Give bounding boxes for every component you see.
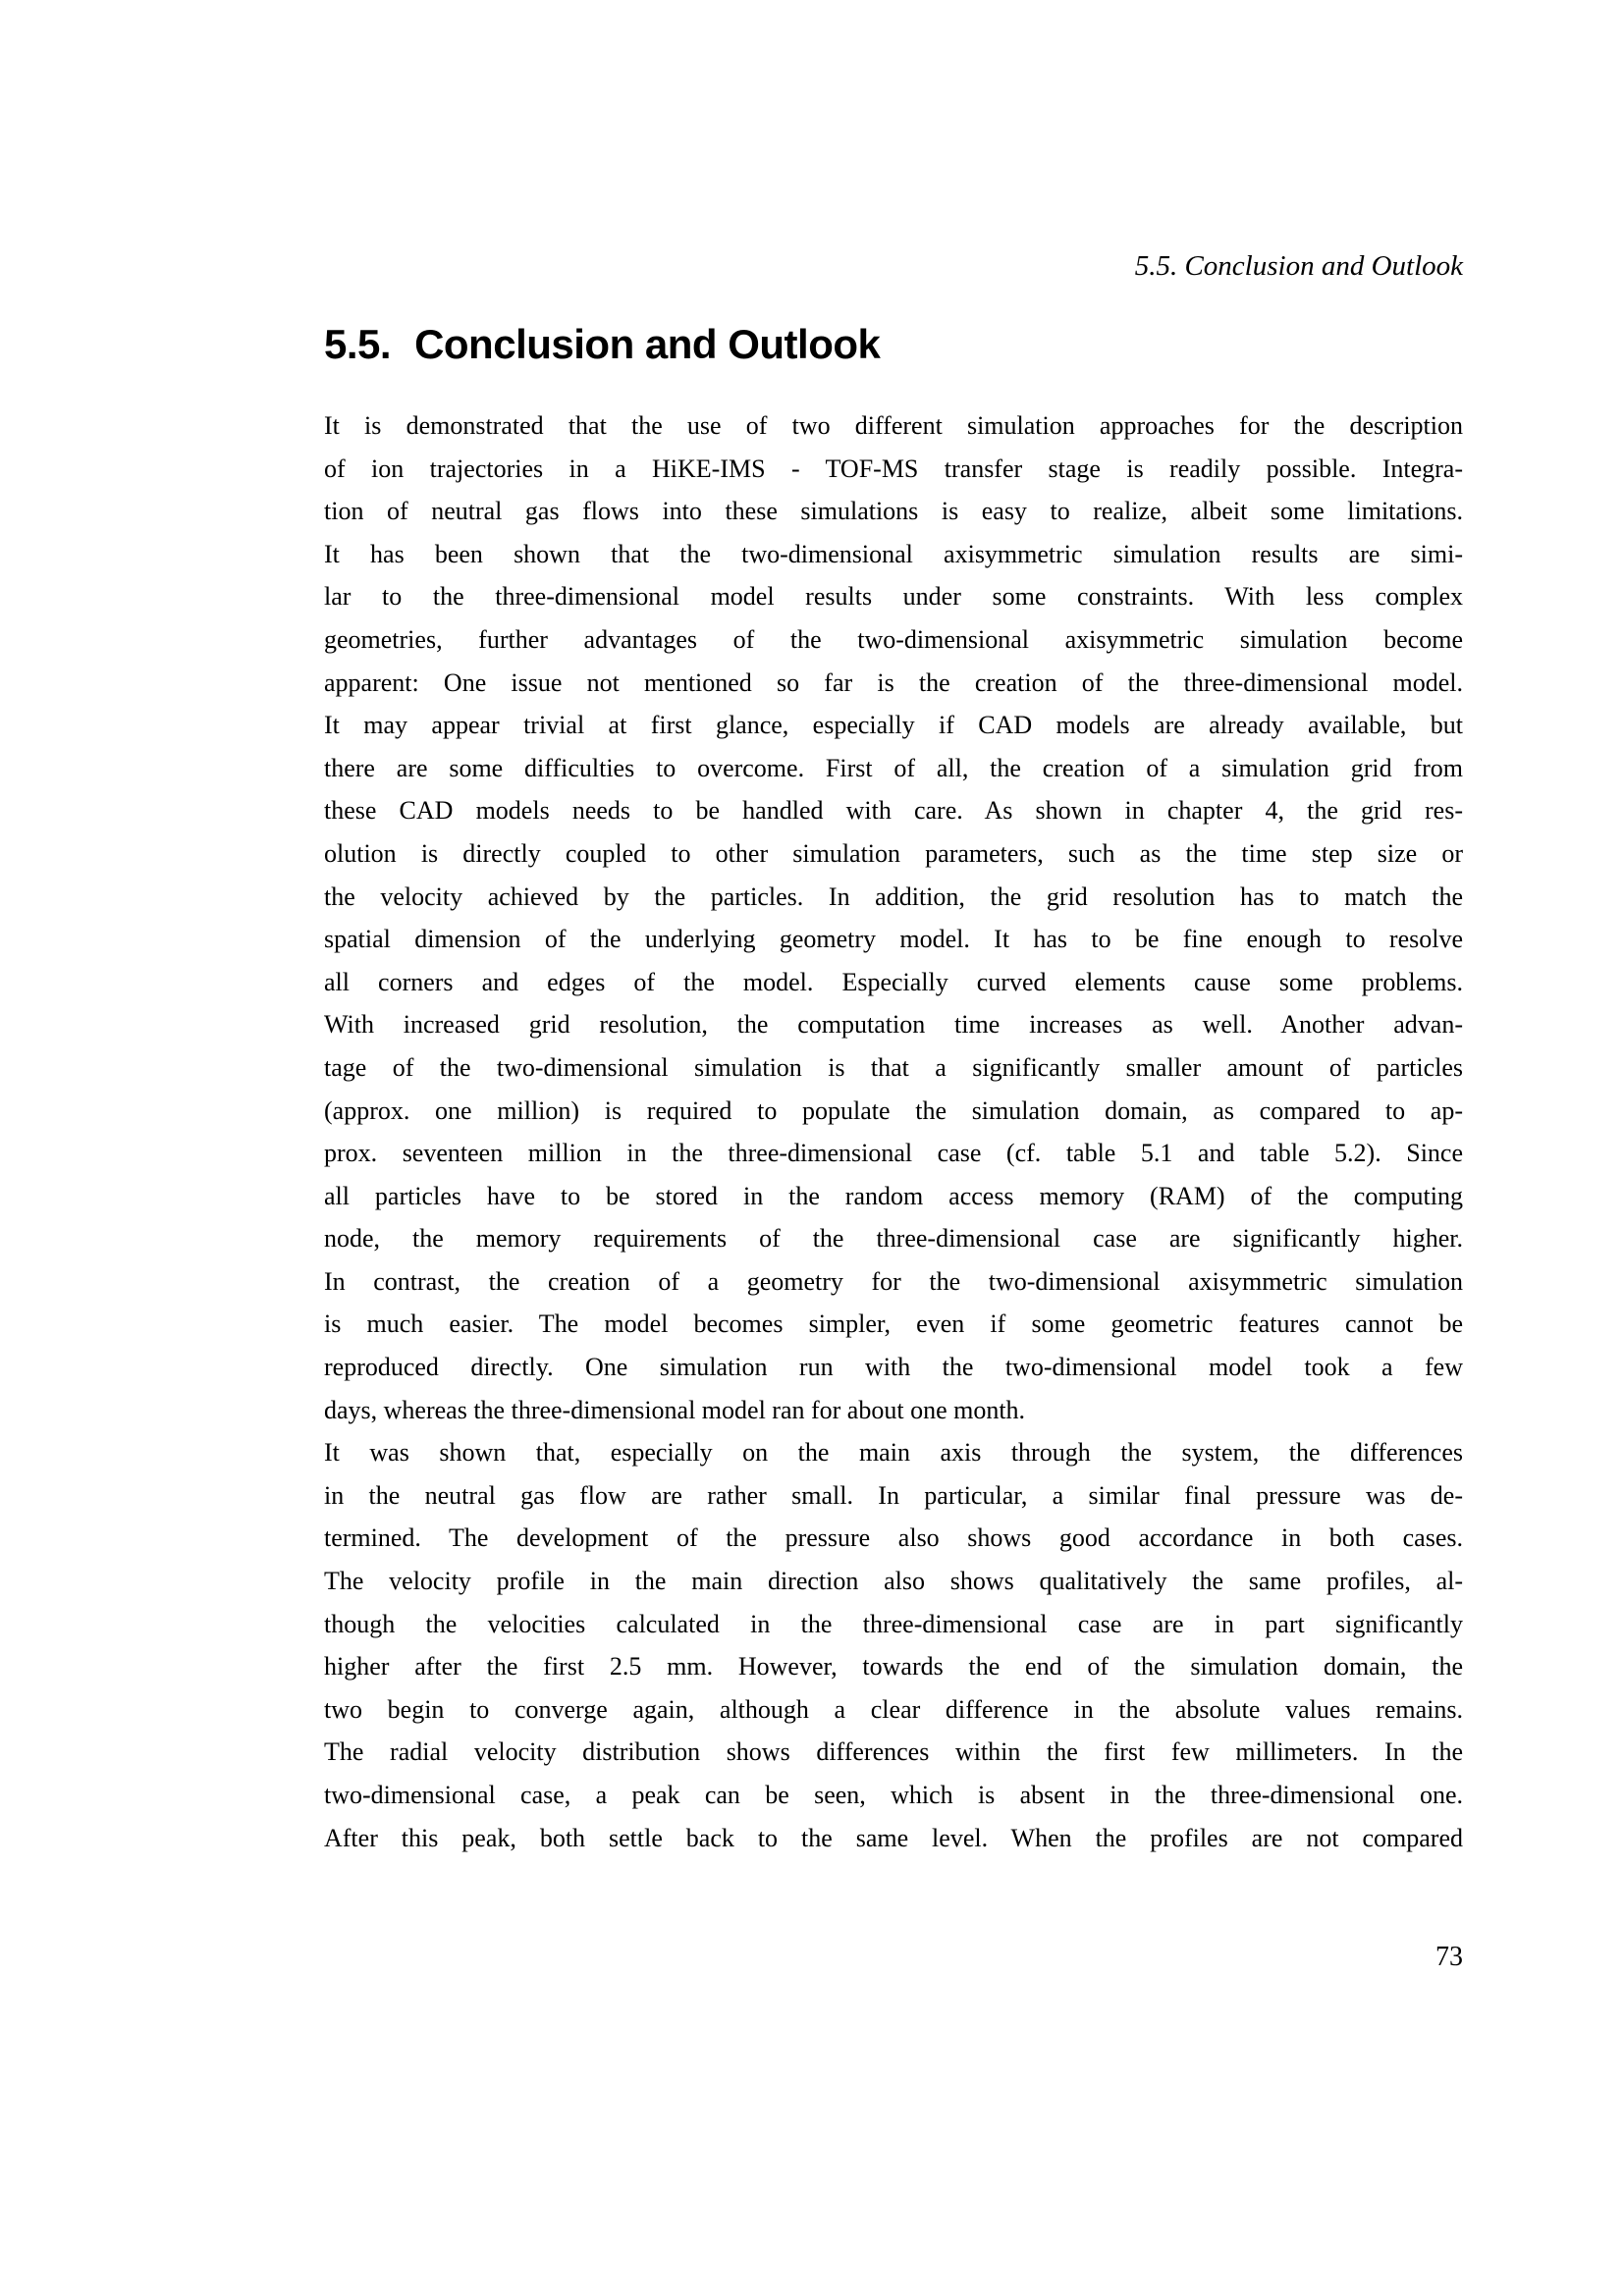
- text-line: After this peak, both settle back to the same level. When the profiles are not compared: [324, 1823, 1463, 1852]
- text-line: lar to the three-dimensional model results under some constraints. With less complex: [324, 582, 1463, 612]
- text-line: these CAD models needs to be handled with care. As shown in chapter 4, the grid res-: [324, 796, 1463, 826]
- text-line: two-dimensional case, a peak can be seen, which is absent in the three-dimensional one.: [324, 1781, 1463, 1809]
- text-line: It was shown that, especially on the main axis through the system, the differences: [324, 1438, 1463, 1468]
- text-line: spatial dimension of the underlying geometry model. It has to be fine enough to resolve: [324, 925, 1463, 954]
- text-line: reproduced directly. One simulation run with the two-dimensional model took a few: [324, 1353, 1463, 1382]
- section-title: Conclusion and Outlook: [414, 321, 881, 367]
- text-line: of ion trajectories in a HiKE-IMS - TOF-MS transfer stage is readily possible. Integra-: [324, 454, 1463, 483]
- text-line: (approx. one million) is required to populate the simulation domain, as compared to ap-: [324, 1095, 1463, 1125]
- text-line: days, whereas the three-dimensional model ran for about one month.: [324, 1395, 1026, 1424]
- body-text: [324, 404, 1463, 1859]
- text-line: With increased grid resolution, the computation time increases as well. Another advan-: [324, 1010, 1463, 1040]
- text-line: The radial velocity distribution shows differences within the first few millimeters. In the: [324, 1737, 1463, 1767]
- text-line: higher after the first 2.5 mm. However, towards the end of the simulation domain, the: [324, 1652, 1463, 1682]
- text-line: the velocity achieved by the particles. In addition, the grid resolution has to match the: [324, 881, 1463, 911]
- running-header: 5.5. Conclusion and Outlook: [1134, 250, 1463, 282]
- text-line: The velocity profile in the main direction also shows qualitatively the same profiles, al-: [324, 1567, 1463, 1596]
- text-line: tage of the two-dimensional simulation is that a significantly smaller amount of particles: [324, 1052, 1463, 1082]
- text-line: apparent: One issue not mentioned so far is the creation of the three-dimensional model.: [324, 667, 1463, 697]
- text-line: is much easier. The model becomes simpler, even if some geometric features cannot be: [324, 1309, 1463, 1339]
- text-line: node, the memory requirements of the three-dimensional case are significantly higher.: [324, 1224, 1463, 1254]
- text-line: there are some difficulties to overcome. First of all, the creation of a simulation grid from: [324, 753, 1463, 782]
- text-line: in the neutral gas flow are rather small. In particular, a similar final pressure was de-: [324, 1480, 1463, 1510]
- paragraph-2: [324, 1431, 1463, 1859]
- section-heading: [324, 322, 1502, 367]
- text-line: In contrast, the creation of a geometry for the two-dimensional axisymmetric simulation: [324, 1266, 1463, 1296]
- text-line: olution is directly coupled to other simulation parameters, such as the time step size or: [324, 838, 1463, 868]
- page-number: 73: [1435, 1942, 1463, 1972]
- text-line: all corners and edges of the model. Especially curved elements cause some problems.: [324, 967, 1463, 996]
- text-line: It may appear trivial at first glance, especially if CAD models are already available, but: [324, 711, 1463, 740]
- text-line: prox. seventeen million in the three-dimensional case (cf. table 5.1 and table 5.2). Since: [324, 1139, 1463, 1168]
- text-line: It is demonstrated that the use of two different simulation approaches for the description: [324, 411, 1463, 440]
- paragraph-1: [324, 404, 1463, 1431]
- text-line: termined. The development of the pressure also shows good accordance in both cases.: [324, 1523, 1463, 1553]
- text-line: though the velocities calculated in the three-dimensional case are in part significantly: [324, 1609, 1463, 1638]
- text-line: all particles have to be stored in the random access memory (RAM) of the computing: [324, 1181, 1463, 1210]
- text-line: two begin to converge again, although a clear difference in the absolute values remains.: [324, 1694, 1463, 1724]
- text-line: tion of neutral gas flows into these simulations is easy to realize, albeit some limitations.: [324, 497, 1463, 526]
- text-line: geometries, further advantages of the two-dimensional axisymmetric simulation become: [324, 624, 1463, 654]
- text-line: It has been shown that the two-dimensional axisymmetric simulation results are simi-: [324, 539, 1463, 568]
- section-number: 5.5.: [324, 321, 392, 367]
